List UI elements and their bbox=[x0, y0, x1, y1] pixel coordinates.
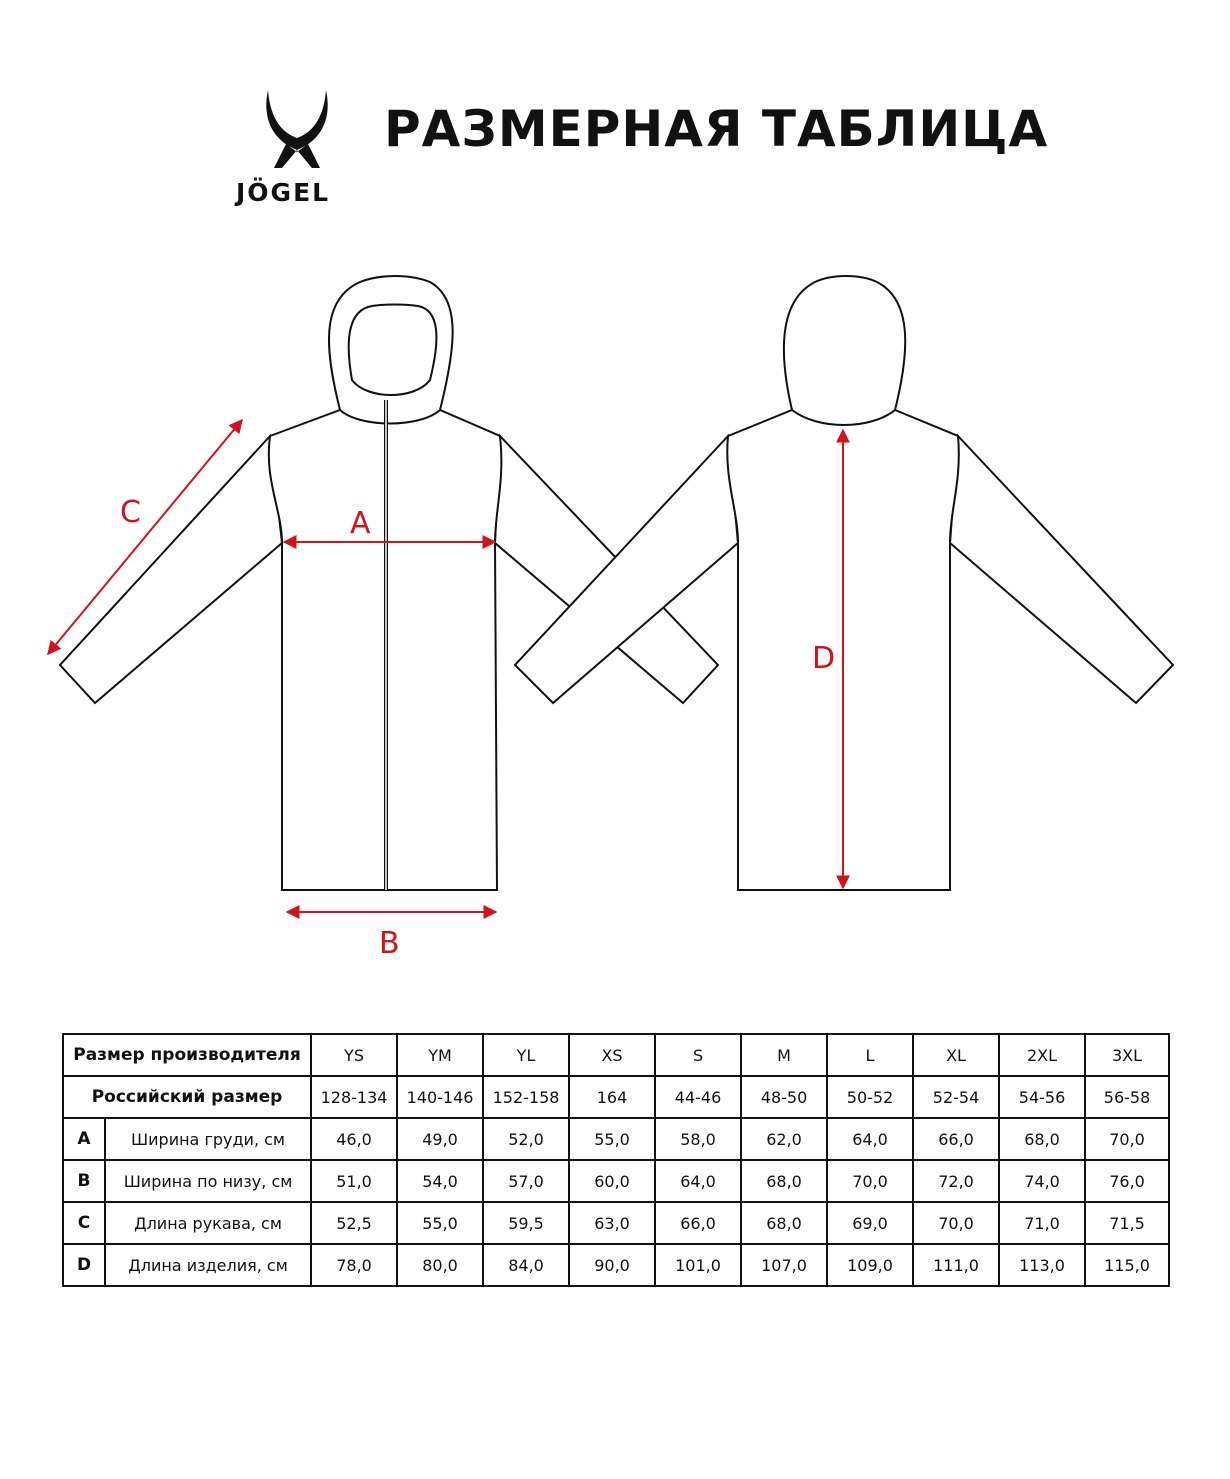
row-label-cell: Ширина по низу, см bbox=[105, 1160, 311, 1202]
table-row bbox=[63, 1160, 1169, 1202]
size-header-cell: M bbox=[741, 1034, 827, 1076]
size-header-cell: YM bbox=[397, 1034, 483, 1076]
value-cell: 113,0 bbox=[999, 1244, 1085, 1286]
value-cell: 109,0 bbox=[827, 1244, 913, 1286]
value-cell: 72,0 bbox=[913, 1160, 999, 1202]
russian-size-cell: 52-54 bbox=[913, 1076, 999, 1118]
label-b: B bbox=[379, 926, 400, 961]
value-cell: 107,0 bbox=[741, 1244, 827, 1286]
value-cell: 63,0 bbox=[569, 1202, 655, 1244]
label-a: A bbox=[350, 506, 371, 541]
row-letter-cell: B bbox=[63, 1160, 105, 1202]
table-row bbox=[63, 1244, 1169, 1286]
row-letter-cell: C bbox=[63, 1202, 105, 1244]
value-cell: 62,0 bbox=[741, 1118, 827, 1160]
table-row bbox=[63, 1202, 1169, 1244]
russian-size-cell: 50-52 bbox=[827, 1076, 913, 1118]
value-cell: 69,0 bbox=[827, 1202, 913, 1244]
russian-size-cell: 56-58 bbox=[1085, 1076, 1169, 1118]
size-header-cell: XL bbox=[913, 1034, 999, 1076]
value-cell: 59,5 bbox=[483, 1202, 569, 1244]
size-header-cell: L bbox=[827, 1034, 913, 1076]
russian-size-cell: 128-134 bbox=[311, 1076, 397, 1118]
value-cell: 49,0 bbox=[397, 1118, 483, 1160]
value-cell: 80,0 bbox=[397, 1244, 483, 1286]
value-cell: 54,0 bbox=[397, 1160, 483, 1202]
russian-size-cell: 152-158 bbox=[483, 1076, 569, 1118]
size-header-cell: S bbox=[655, 1034, 741, 1076]
value-cell: 66,0 bbox=[655, 1202, 741, 1244]
size-header-cell: XS bbox=[569, 1034, 655, 1076]
row-label-cell: Длина изделия, см bbox=[105, 1244, 311, 1286]
value-cell: 58,0 bbox=[655, 1118, 741, 1160]
table-header-row bbox=[63, 1034, 1169, 1076]
header-label-cell: Размер производителя bbox=[63, 1034, 311, 1076]
value-cell: 66,0 bbox=[913, 1118, 999, 1160]
value-cell: 64,0 bbox=[655, 1160, 741, 1202]
value-cell: 115,0 bbox=[1085, 1244, 1169, 1286]
row-label-cell: Ширина груди, см bbox=[105, 1118, 311, 1160]
value-cell: 76,0 bbox=[1085, 1160, 1169, 1202]
value-cell: 68,0 bbox=[741, 1202, 827, 1244]
value-cell: 55,0 bbox=[397, 1202, 483, 1244]
value-cell: 90,0 bbox=[569, 1244, 655, 1286]
table-row bbox=[63, 1118, 1169, 1160]
value-cell: 68,0 bbox=[741, 1160, 827, 1202]
row-letter-cell: D bbox=[63, 1244, 105, 1286]
size-table-body bbox=[63, 1034, 1169, 1286]
russian-size-cell: 140-146 bbox=[397, 1076, 483, 1118]
size-header-cell: 3XL bbox=[1085, 1034, 1169, 1076]
size-table bbox=[62, 1033, 1170, 1287]
value-cell: 52,5 bbox=[311, 1202, 397, 1244]
brand-logo-mark-icon bbox=[262, 88, 332, 170]
value-cell: 70,0 bbox=[827, 1160, 913, 1202]
value-cell: 84,0 bbox=[483, 1244, 569, 1286]
size-header-cell: YS bbox=[311, 1034, 397, 1076]
label-c: C bbox=[120, 495, 141, 530]
value-cell: 70,0 bbox=[913, 1202, 999, 1244]
value-cell: 70,0 bbox=[1085, 1118, 1169, 1160]
value-cell: 68,0 bbox=[999, 1118, 1085, 1160]
row-letter-cell: A bbox=[63, 1118, 105, 1160]
value-cell: 64,0 bbox=[827, 1118, 913, 1160]
russian-size-cell: 164 bbox=[569, 1076, 655, 1118]
russian-size-cell: 54-56 bbox=[999, 1076, 1085, 1118]
jacket-diagram bbox=[0, 260, 1230, 980]
value-cell: 57,0 bbox=[483, 1160, 569, 1202]
table-russian-row bbox=[63, 1076, 1169, 1118]
value-cell: 101,0 bbox=[655, 1244, 741, 1286]
value-cell: 60,0 bbox=[569, 1160, 655, 1202]
size-header-cell: 2XL bbox=[999, 1034, 1085, 1076]
label-d: D bbox=[812, 641, 836, 676]
value-cell: 111,0 bbox=[913, 1244, 999, 1286]
value-cell: 46,0 bbox=[311, 1118, 397, 1160]
value-cell: 51,0 bbox=[311, 1160, 397, 1202]
russian-size-cell: 44-46 bbox=[655, 1076, 741, 1118]
russian-size-cell: 48-50 bbox=[741, 1076, 827, 1118]
value-cell: 78,0 bbox=[311, 1244, 397, 1286]
value-cell: 55,0 bbox=[569, 1118, 655, 1160]
russian-label-cell: Российский размер bbox=[63, 1076, 311, 1118]
value-cell: 52,0 bbox=[483, 1118, 569, 1160]
page-title: РАЗМЕРНАЯ ТАБЛИЦА bbox=[384, 100, 1049, 158]
value-cell: 71,0 bbox=[999, 1202, 1085, 1244]
size-header-cell: YL bbox=[483, 1034, 569, 1076]
row-label-cell: Длина рукава, см bbox=[105, 1202, 311, 1244]
brand-name: JÖGEL bbox=[236, 178, 331, 207]
value-cell: 74,0 bbox=[999, 1160, 1085, 1202]
value-cell: 71,5 bbox=[1085, 1202, 1169, 1244]
